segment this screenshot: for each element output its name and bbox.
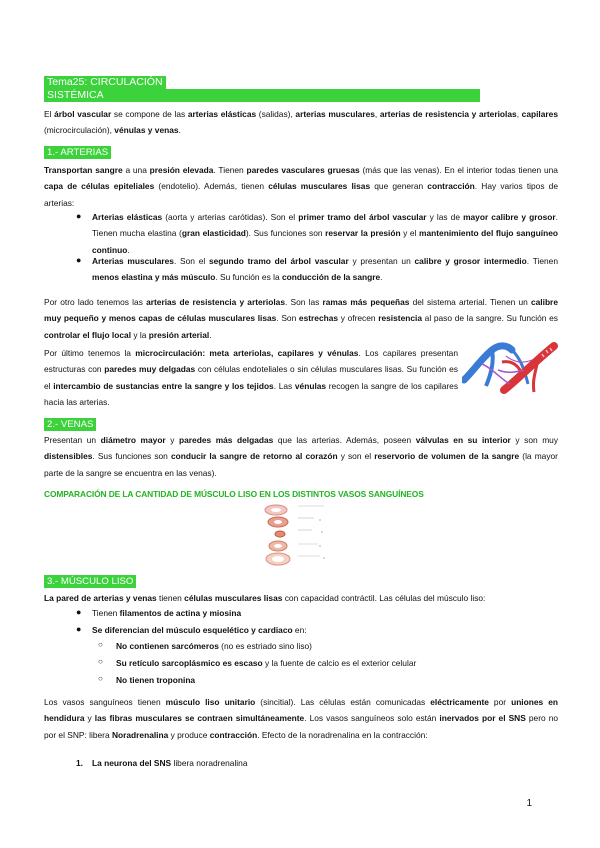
text-run: . Hay varios tipos de arterias: bbox=[44, 181, 558, 208]
bold-text-run: paredes vasculares gruesas bbox=[246, 165, 360, 175]
bold-text-run: filamentos de actina y miosina bbox=[119, 608, 242, 618]
sub-bullet-reticulo bbox=[116, 656, 416, 670]
text-run: El bbox=[44, 109, 55, 119]
bullet-marker: ● bbox=[76, 255, 82, 265]
page-number: 1 bbox=[526, 798, 532, 809]
bold-text-run: contracción bbox=[209, 729, 258, 740]
text-run: (no es estriado sino liso) bbox=[218, 641, 312, 651]
microcirculacion-paragraph bbox=[44, 345, 458, 411]
text-run: . Sus funciones son bbox=[92, 451, 171, 462]
text-run: con capacidad contráctil. Las células del músculo liso: bbox=[282, 593, 486, 603]
bold-text-run: células musculares lisas bbox=[184, 593, 283, 603]
intro-paragraph bbox=[44, 106, 558, 139]
text-run: . bbox=[380, 272, 383, 283]
sub-bullet-troponina bbox=[116, 673, 195, 687]
text-run: que generan bbox=[370, 181, 428, 192]
bold-text-run: mayor calibre y grosor bbox=[463, 212, 556, 222]
bold-text-run: segundo tramo del árbol vascular bbox=[208, 256, 349, 266]
text-run: . Tienen bbox=[526, 256, 558, 266]
text-run: , bbox=[374, 109, 380, 119]
vessel-comparison-figure bbox=[262, 500, 342, 570]
sub-bullet-sarcomeros bbox=[116, 639, 312, 653]
text-run: y el bbox=[400, 228, 420, 239]
bold-text-run: calibre muy pequeño y menos capas de células musculares lisas bbox=[44, 297, 558, 324]
numbered-marker: 1. bbox=[76, 758, 83, 768]
bold-text-run: arterias musculares bbox=[295, 109, 375, 119]
bold-text-run: paredes muy delgadas bbox=[104, 364, 196, 375]
bold-text-run: presión arterial bbox=[148, 329, 210, 340]
bullet-arterias-musculares bbox=[92, 253, 558, 286]
bold-text-run: intercambio de sustancias entre la sangre y los tejidos bbox=[53, 380, 274, 391]
document-title-continued: SISTÉMICA bbox=[44, 89, 480, 102]
text-run: y presentan un bbox=[348, 256, 415, 266]
arterias-paragraph bbox=[44, 162, 558, 211]
bold-text-run: Transportan sangre bbox=[44, 165, 123, 175]
text-run: (más que las venas). En el interior todas tienen una bbox=[359, 165, 558, 175]
musculo-liso-paragraph bbox=[44, 590, 558, 606]
sub-bullet-marker: ○ bbox=[98, 640, 103, 649]
text-run: recogen la sangre de los capilares hacia las arterias. bbox=[44, 380, 459, 408]
text-run: (sincitial). Las células están comunicadas bbox=[255, 697, 431, 707]
text-run: (endotelio). Además, tienen bbox=[154, 181, 269, 192]
text-run: a una bbox=[122, 165, 150, 175]
text-run: pero no por el SNP: libera bbox=[44, 713, 559, 740]
bold-text-run: mantenimiento del flujo sanguíneo continuo bbox=[92, 228, 558, 255]
section-heading-musculo-liso: 3.- MÚSCULO LISO bbox=[44, 575, 136, 588]
text-run: tienen bbox=[156, 593, 185, 603]
text-run: Los vasos sanguíneos tienen bbox=[44, 697, 166, 707]
bold-text-run: presión elevada bbox=[149, 165, 214, 175]
bold-text-run: resistencia bbox=[378, 313, 422, 324]
bullet-arterias-elasticas bbox=[92, 209, 558, 258]
text-run: del sistema arterial. Tienen un bbox=[409, 297, 531, 307]
text-run: por bbox=[488, 697, 512, 707]
bold-text-run: reservorio de volumen de la sangre bbox=[374, 451, 520, 462]
bold-text-run: arterias elásticas bbox=[187, 109, 257, 119]
text-run: y produce bbox=[168, 729, 210, 740]
musculo-unitario-paragraph bbox=[44, 694, 558, 743]
text-run: y las de bbox=[426, 212, 464, 222]
bold-text-run: estrechas bbox=[298, 313, 339, 324]
text-run: , bbox=[516, 109, 522, 119]
bold-text-run: capa de células epiteliales bbox=[44, 181, 155, 192]
bold-text-run: las fibras musculares se contraen simultáneamente bbox=[94, 713, 305, 724]
bold-text-run: Arterias musculares bbox=[92, 256, 174, 266]
bold-text-run: conducir la sangre de retorno al corazón bbox=[170, 451, 338, 462]
text-run: y bbox=[165, 435, 180, 445]
section-heading-arterias: 1.- ARTERIAS bbox=[44, 146, 111, 159]
text-run: y son el bbox=[337, 451, 375, 462]
text-run: (salidas), bbox=[256, 109, 296, 119]
text-run: libera noradrenalina bbox=[171, 758, 248, 768]
bold-text-run: Noradrenalina bbox=[111, 729, 169, 740]
bold-text-run: diámetro mayor bbox=[100, 435, 166, 445]
text-run: . bbox=[209, 329, 212, 340]
text-run: y ofrecen bbox=[338, 313, 379, 324]
bold-text-run: La neurona del SNS bbox=[92, 758, 172, 768]
text-run: . Los vasos sanguíneos solo están bbox=[304, 713, 440, 724]
text-run: Presentan un bbox=[44, 435, 101, 445]
bold-text-run: controlar el flujo local bbox=[44, 329, 132, 340]
bold-text-run: No contienen sarcómeros bbox=[116, 641, 219, 651]
bold-text-run: árbol vascular bbox=[54, 109, 112, 119]
bold-text-run: primer tramo del árbol vascular bbox=[298, 212, 427, 222]
bold-text-run: conducción de la sangre bbox=[281, 272, 381, 283]
bold-text-run: reservar la presión bbox=[325, 228, 401, 239]
bold-text-run: músculo liso unitario bbox=[165, 697, 256, 707]
microcirculation-illustration bbox=[462, 340, 560, 398]
bold-text-run: válvulas en su interior bbox=[415, 435, 511, 445]
section-heading-venas: 2.- VENAS bbox=[44, 418, 96, 431]
venas-paragraph bbox=[44, 432, 558, 481]
text-run: al paso de la sangre. Su función es bbox=[421, 313, 558, 324]
comparison-subtitle: COMPARACIÓN DE LA CANTIDAD DE MÚSCULO LISO EN LOS DISTINTOS VASOS SANGUÍNEOS bbox=[44, 489, 424, 499]
text-run: . Efecto de la noradrenalina en la contracción: bbox=[257, 729, 428, 740]
text-run: en: bbox=[292, 625, 307, 635]
text-run: . Tienen bbox=[213, 165, 247, 175]
text-run: . Los capilares presentan estructuras con bbox=[44, 348, 459, 375]
text-run: . Tienen mucha elastina ( bbox=[92, 212, 558, 239]
bold-text-run: uniones en hendidura bbox=[44, 697, 558, 724]
sub-bullet-marker: ○ bbox=[98, 674, 103, 683]
text-run: y bbox=[84, 713, 95, 724]
document-title: Tema25: CIRCULACIÓN bbox=[44, 76, 166, 89]
text-run: se compone de las bbox=[111, 109, 188, 119]
numbered-item-1 bbox=[92, 758, 247, 768]
bold-text-run: distensibles bbox=[44, 451, 93, 462]
bold-text-run: arterias de resistencia y arteriolas bbox=[379, 109, 517, 119]
bold-text-run: ramas más pequeñas bbox=[322, 297, 410, 307]
text-run: que las arterias. Además, poseen bbox=[273, 435, 416, 445]
arteriolas-paragraph bbox=[44, 294, 558, 343]
text-run: Por último tenemos la bbox=[44, 348, 136, 358]
bold-text-run: microcirculación: meta arteriolas, capilares y vénulas bbox=[135, 348, 359, 358]
bullet-marker: ● bbox=[76, 624, 82, 634]
text-run: (microcirculación), bbox=[44, 125, 115, 136]
bold-text-run: arterias de resistencia y arteriolas bbox=[146, 297, 285, 307]
text-run: y son muy bbox=[510, 435, 559, 445]
bold-text-run: gran elasticidad bbox=[181, 228, 246, 239]
bold-text-run: calibre y grosor intermedio bbox=[414, 256, 527, 266]
bold-text-run: vénulas y venas bbox=[114, 125, 179, 136]
bold-text-run: eléctricamente bbox=[430, 697, 489, 707]
bold-text-run: menos elastina y más músculo bbox=[92, 272, 216, 283]
bold-text-run: La pared de arterias y venas bbox=[44, 593, 157, 603]
bold-text-run: paredes más delgadas bbox=[179, 435, 274, 445]
bold-text-run: inervados por el SNS bbox=[439, 713, 526, 724]
text-run: (la mayor parte de la sangre se encuentra en las venas). bbox=[44, 451, 558, 478]
bold-text-run: vénulas bbox=[294, 380, 327, 391]
bold-text-run: No tienen troponina bbox=[116, 675, 196, 685]
bold-text-run: capilares bbox=[521, 109, 558, 119]
bold-text-run: Arterias elásticas bbox=[92, 212, 163, 222]
text-run: . Son las bbox=[285, 297, 323, 307]
text-run: (aorta y arterias carótidas). Son el bbox=[162, 212, 299, 222]
sub-bullet-marker: ○ bbox=[98, 657, 103, 666]
text-run: . Su función es la bbox=[215, 272, 282, 283]
bullet-diferencias bbox=[92, 622, 558, 638]
text-run: . Son el bbox=[173, 256, 209, 266]
text-run: . Son bbox=[276, 313, 299, 324]
bold-text-run: células musculares lisas bbox=[268, 181, 371, 192]
bold-text-run: contracción bbox=[427, 181, 475, 192]
text-run: con células endoteliales o sin células musculares lisas. Su función es el bbox=[44, 364, 458, 391]
bold-text-run: Se diferencian del músculo esquelético y cardiaco bbox=[92, 625, 293, 635]
text-run: . bbox=[127, 244, 130, 255]
text-run: y la bbox=[131, 329, 149, 340]
text-run: Por otro lado tenemos las bbox=[44, 297, 147, 307]
bullet-filamentos bbox=[92, 605, 558, 621]
bold-text-run: Su retículo sarcoplásmico es escaso bbox=[116, 658, 263, 668]
bullet-marker: ● bbox=[76, 607, 82, 617]
text-run: ). Sus funciones son bbox=[245, 228, 326, 239]
text-run: . Las bbox=[273, 380, 295, 391]
text-run: . bbox=[178, 125, 181, 136]
text-run: y la fuente de calcio es el exterior celular bbox=[262, 658, 417, 668]
bullet-marker: ● bbox=[76, 211, 82, 221]
text-run: Tienen bbox=[92, 608, 120, 618]
